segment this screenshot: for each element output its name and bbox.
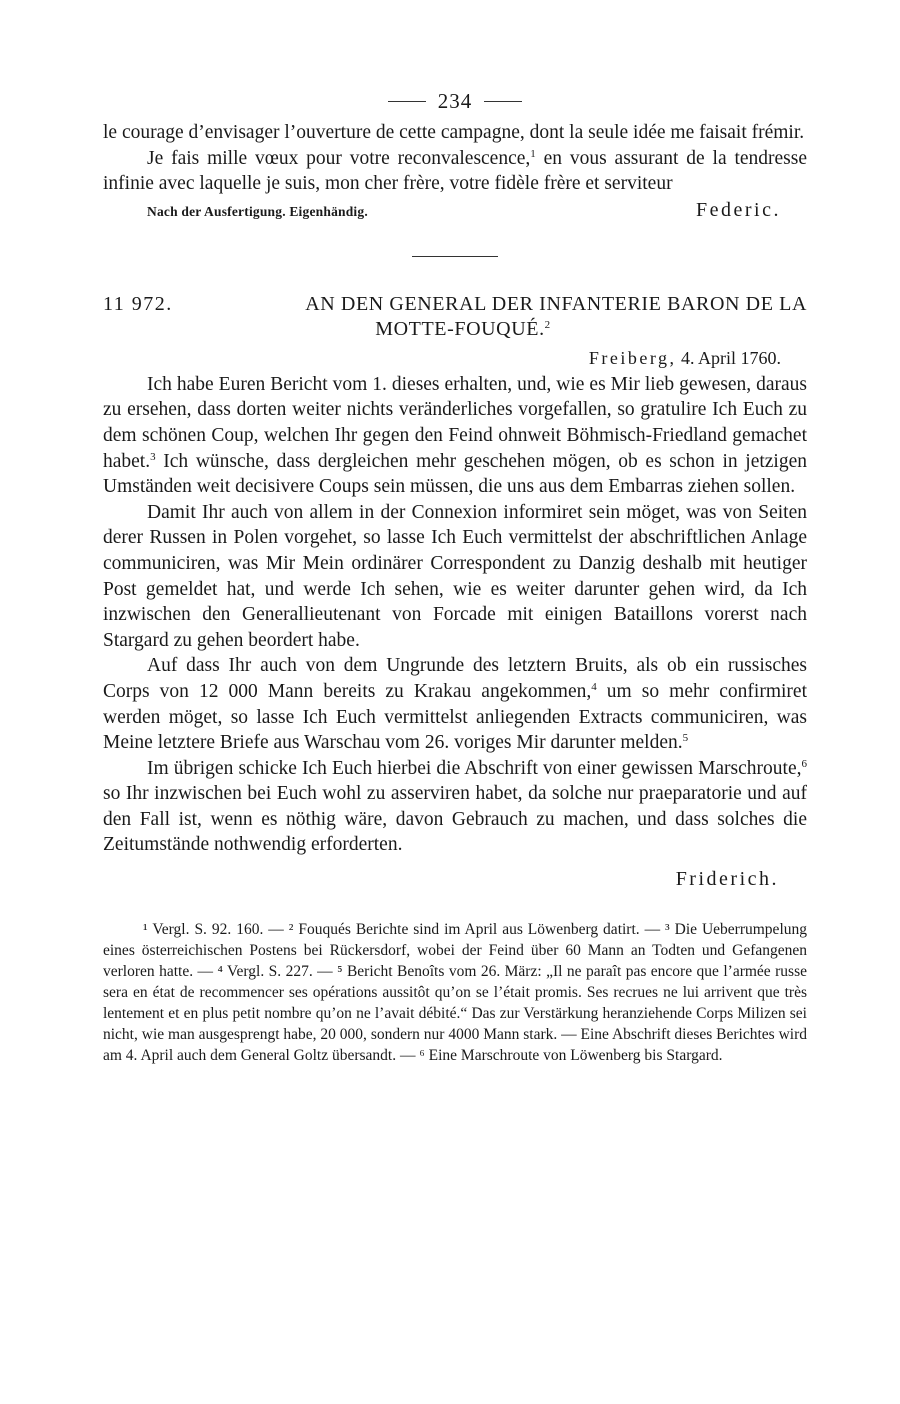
dateline	[103, 346, 781, 370]
letter-paragraph-1-rest: Ich wünsche, dass dergleichen mehr geschehen mögen, ob es schon in jetzigen Umständen weit decisivere Coups sein müssen, die uns aus dem Embarras ziehen sollen.	[103, 450, 807, 498]
footnote-marker-4: 4	[591, 680, 597, 693]
intro-paragraph-2-start: Je fais mille vœux pour votre reconvalescence,	[147, 147, 531, 169]
header-rule-right	[484, 101, 522, 102]
heading-title-line1: AN DEN GENERAL DER INFANTERIE BARON DE LA	[305, 292, 807, 315]
heading-line-1	[103, 292, 807, 317]
signature-friderich: Friderich.	[675, 868, 779, 891]
letter-paragraph-3-text: Auf dass Ihr auch von dem Ungrunde des letztern Bruits, als ob ein russisches Corps von 12 000 Mann bereits zu Krakau angekommen,	[103, 655, 807, 702]
footnote-marker-3: 3	[150, 450, 156, 463]
letter-paragraph-3	[103, 653, 807, 755]
footnote-marker-2: 2	[544, 318, 551, 331]
page-header	[103, 86, 807, 116]
page-number: 234	[437, 88, 473, 113]
letter-paragraph-2-text: Damit Ihr auch von allem in der Connexion informiret sein möget, was von Seiten derer Russen in Polen vorgehet, so lasse Ich Euch vermittelst der abschriftlichen Anlage communiciren, was Mir Mein ordinärer Correspondent zu Danzig deshalb mit heutiger Post gemeldet hat, und werde Ich sehen, wie es weiter darunter gehen wird, da Ich inzwischen den Generallieutenant von Forcade mit einigen Bataillons vorerst nach Stargard zu gehen beordert habe.	[103, 501, 807, 651]
letter-number: 11 972.	[103, 292, 173, 315]
intro-paragraph-2	[103, 146, 807, 197]
intro-paragraph-2-rest: en vous assurant de la tendresse infinie avec laquelle je suis, mon cher frère, votre fidèle frère et serviteur	[103, 147, 807, 195]
footnotes-text: ¹ Vergl. S. 92. 160. — ² Fouqués Berichte sind im April aus Löwenberg datirt. — ³ Die Ueberrumpelung eines österreichischen Postens bei Rückersdorf, wobei der Feind über 60 Mann an Todten und Gefangenen verloren hatte. — ⁴ Vergl. S. 227. — ⁵ Bericht Benoîts vom 26. März: „Il ne paraît pas encore que l’armée russe sera en état de recommencer ses opérations aussitôt qu’on se l’était promis. Ses recrues ne lui arrivent que très lentement et en plus petit nombre qu’on ne l’avait débité.“ Das zur Verstärkung heranziehende Corps Milizen sei nicht, wie man ausgesprengt habe, 20 000, sondern nur 4000 Mann stark. — Eine Abschrift dieses Berichtes wird am 4. April auch dem General Goltz übersandt. — ⁶ Eine Marschroute von Löwenberg bis Stargard.	[103, 921, 807, 1065]
footnote-marker-5: 5	[682, 732, 689, 745]
footnotes	[103, 919, 807, 1066]
letter-paragraph-4	[103, 756, 807, 858]
signature-row-1	[103, 199, 807, 222]
letter-paragraph-1-text: Ich habe Euren Bericht vom 1. dieses erhalten, und, wie es Mir lieb gewesen, daraus zu ersehen, dass dorten weiter nichts veränderliches vorgefallen, so gratulire Ich Euch zu dem schönen Coup, welchen Ihr gegen den Feind ohnweit Böhmisch-Friedland gemachet habet.	[103, 373, 807, 472]
letter-paragraph-3-rest: um so mehr confirmiret werden möget, so lasse Ich Euch vermittelst anliegenden Extracts communiciren, was Meine letztere Briefe aus Warschau vom 26. voriges Mir darunter melden.	[103, 680, 807, 754]
letter-paragraph-4-text: Im übrigen schicke Ich Euch hierbei die Abschrift von einer gewissen Marschroute,	[147, 757, 802, 779]
letter-body	[103, 372, 807, 891]
section-separator	[412, 256, 498, 257]
heading-title-line2: MOTTE-FOUQUÉ.	[375, 317, 545, 340]
signature-federic: Federic.	[696, 198, 781, 221]
footnote-marker-1: 1	[530, 147, 536, 160]
letter-paragraph-4-rest: so Ihr inzwischen bei Euch wohl zu asserviren habet, da solche nur praeparatorie und auf den Fall ist, wenn es nöthig wäre, davon Gebrauch zu machen, und dass solches die Zeitumstände nothwendig erforderten.	[103, 783, 807, 856]
closing-row	[103, 858, 807, 891]
date-text: 4. April 1760.	[676, 347, 781, 368]
document-page	[103, 86, 807, 1066]
date-place: Freiberg,	[588, 347, 677, 368]
header-rule-left	[388, 101, 426, 102]
footnote-marker-6: 6	[801, 757, 807, 770]
letter-paragraph-1	[103, 372, 807, 500]
letter-paragraph-2	[103, 500, 807, 654]
intro-paragraph-1: le courage d’envisager l’ouverture de cette campagne, dont la seule idée me faisait frémir.	[103, 122, 805, 143]
letter-heading	[103, 292, 807, 342]
source-note: Nach der Ausfertigung. Eigenhändig.	[147, 203, 368, 219]
heading-line-2	[103, 317, 807, 342]
